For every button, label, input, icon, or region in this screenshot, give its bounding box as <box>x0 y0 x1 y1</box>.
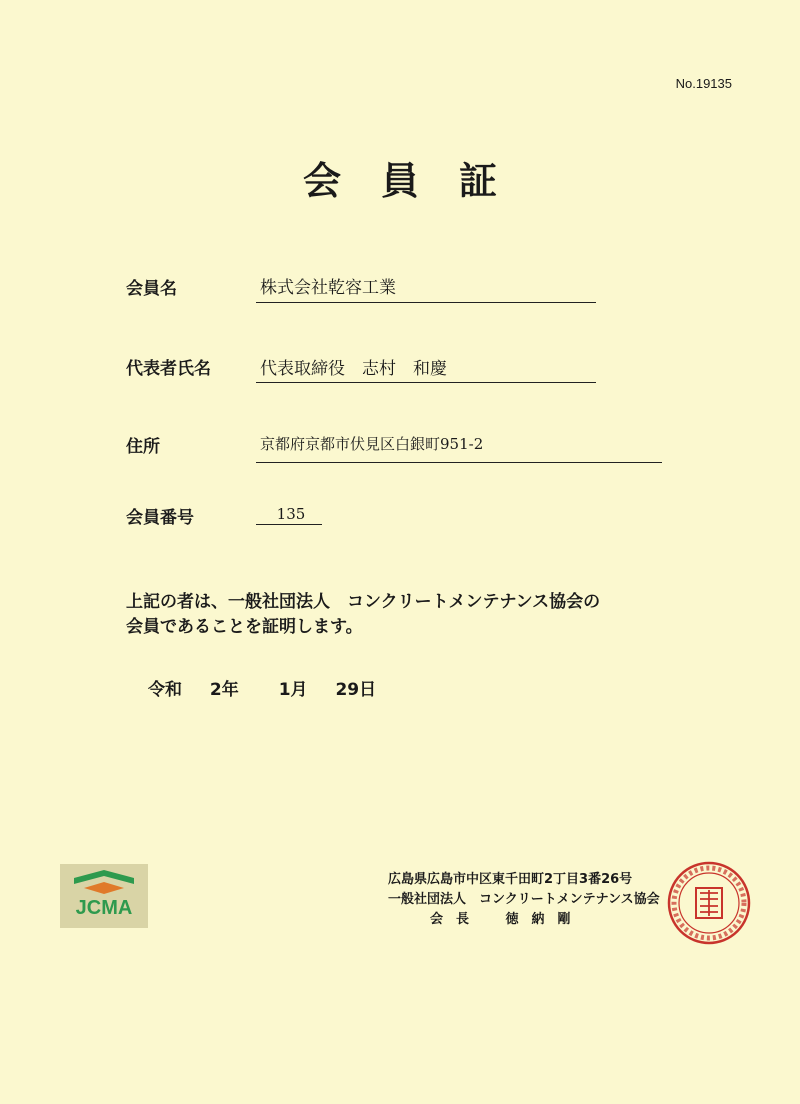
address-label: 住所 <box>126 437 160 457</box>
issue-date <box>148 675 398 700</box>
issuer-name: 徳 納 剛 <box>505 912 571 927</box>
date-day: 29日 <box>335 680 377 700</box>
member-number-label: 会員番号 <box>126 508 194 528</box>
member-name-value: 株式会社乾容工業 <box>260 278 396 298</box>
member-name-underline <box>256 302 596 303</box>
statement-line-1: 上記の者は、一般社団法人 コンクリートメンテナンス協会の <box>126 592 601 612</box>
member-name-label: 会員名 <box>126 279 177 299</box>
date-month: 1月 <box>278 680 308 700</box>
representative-underline <box>256 382 596 383</box>
representative-label: 代表者氏名 <box>126 359 211 379</box>
issuer-block <box>388 870 660 930</box>
issuer-signatory <box>388 910 660 930</box>
statement-line-2: 会員であることを証明します。 <box>126 617 363 637</box>
certification-statement <box>126 590 600 640</box>
address-underline <box>256 462 662 463</box>
issuer-title: 会 長 <box>430 912 470 927</box>
member-number-underline <box>256 524 322 525</box>
member-number-value: 135 <box>276 505 306 523</box>
issuer-address: 広島県広島市中区東千田町2丁目3番26号 <box>388 872 633 887</box>
date-year: 2年 <box>209 680 239 700</box>
representative-value: 代表取締役 志村 和慶 <box>260 359 447 379</box>
certificate-title: 会員証 <box>302 159 537 203</box>
official-seal <box>666 860 752 946</box>
issuer-organization: 一般社団法人 コンクリートメンテナンス協会 <box>388 892 660 907</box>
logo-text: JCMA <box>75 897 133 919</box>
date-era: 令和 <box>148 680 182 700</box>
certificate-number: No.19135 <box>675 76 732 91</box>
address-value: 京都府京都市伏見区白銀町951-2 <box>260 435 484 453</box>
jcma-logo <box>60 864 148 928</box>
